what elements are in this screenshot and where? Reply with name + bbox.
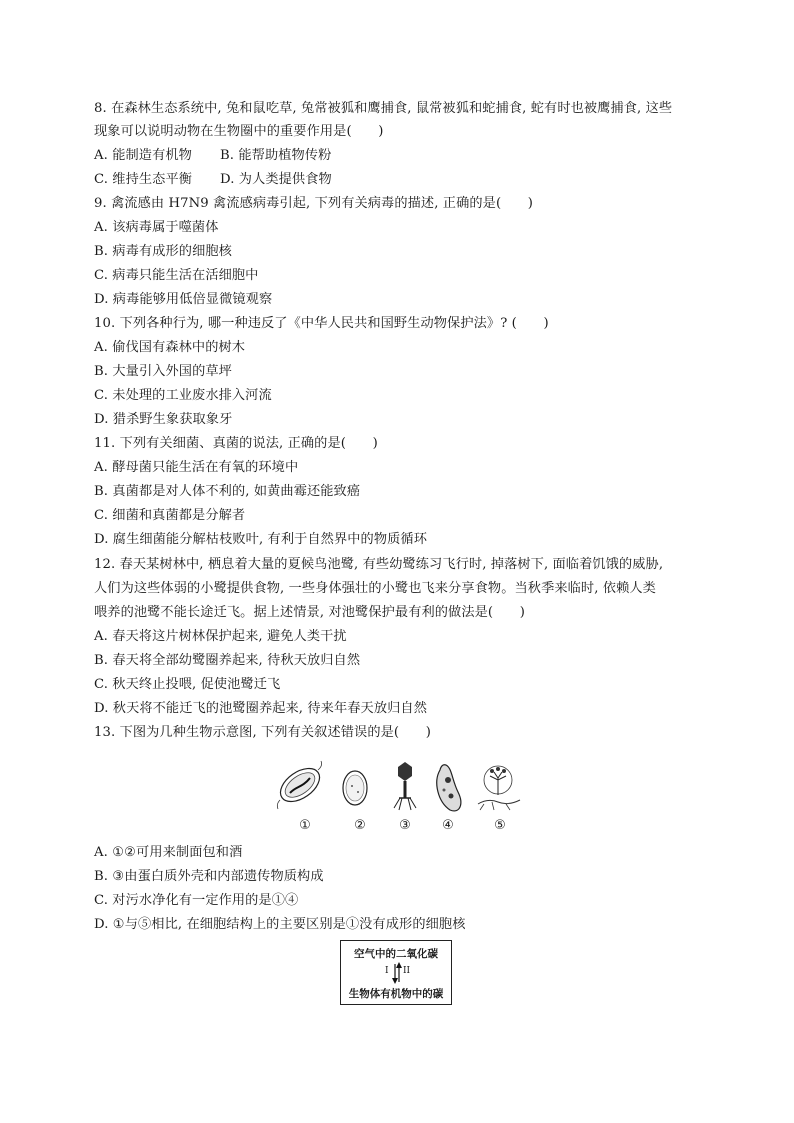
q8-option-d[interactable]: D. 为人类提供食物 bbox=[220, 172, 332, 187]
atmospheric-co2-label: 空气中的二氧化碳 bbox=[354, 948, 438, 960]
bacterium-drawing bbox=[275, 761, 326, 809]
fungus-drawing bbox=[478, 766, 520, 810]
q13-option-b[interactable]: B. ③由蛋白质外壳和内部遗传物质构成 bbox=[94, 869, 324, 884]
q12-stem-line3: 喂养的池鹭不能长途迁飞。据上述情景, 对池鹭保护最有利的做法是( ) bbox=[94, 605, 525, 620]
q12-stem-line2: 人们为这些体弱的小鹭提供食物, 一些身体强壮的小鹭也飞来分享食物。当秋季来临时, 依赖人类 bbox=[94, 581, 656, 596]
arrow-label-1: I bbox=[385, 966, 389, 976]
carbon-cycle-diagram bbox=[340, 940, 452, 1005]
q8-options-row1 bbox=[94, 147, 332, 165]
q11-option-a[interactable]: A. 酵母菌只能生活在有氧的环境中 bbox=[94, 460, 299, 475]
carbon-arrows bbox=[341, 961, 451, 985]
organisms-illustration bbox=[268, 760, 523, 818]
q8-options-row2 bbox=[94, 171, 332, 189]
q9-option-a[interactable]: A. 该病毒属于噬菌体 bbox=[94, 220, 219, 235]
q12-option-c[interactable]: C. 秋天终止投喂, 促使池鹭迁飞 bbox=[94, 677, 281, 692]
q9-option-b[interactable]: B. 病毒有成形的细胞核 bbox=[94, 244, 232, 259]
q8-option-a[interactable]: A. 能制造有机物 bbox=[94, 148, 192, 163]
q11-option-c[interactable]: C. 细菌和真菌都是分解者 bbox=[94, 508, 246, 523]
figure-label-4: ④ bbox=[442, 818, 454, 833]
q8-option-c[interactable]: C. 维持生态平衡 bbox=[94, 172, 193, 187]
q8-option-b[interactable]: B. 能帮助植物传粉 bbox=[220, 148, 332, 163]
figure-label-1: ① bbox=[299, 818, 311, 833]
protozoa-drawing bbox=[437, 765, 461, 811]
q13-stem: 13. 下图为几种生物示意图, 下列有关叙述错误的是( ) bbox=[94, 725, 431, 740]
q9-option-c[interactable]: C. 病毒只能生活在活细胞中 bbox=[94, 268, 259, 283]
organisms-figure bbox=[268, 760, 523, 835]
q8-stem-line2: 现象可以说明动物在生物圈中的重要作用是( ) bbox=[94, 124, 384, 139]
q9-option-d[interactable]: D. 病毒能够用低倍显微镜观察 bbox=[94, 292, 273, 307]
q12-stem-line1: 12. 春天某树林中, 栖息着大量的夏候鸟池鹭, 有些幼鹭练习飞行时, 掉落树下, 面临着饥饿的威胁, bbox=[94, 557, 664, 572]
q9-stem: 9. 禽流感由 H7N9 禽流感病毒引起, 下列有关病毒的描述, 正确的是( ) bbox=[94, 196, 534, 211]
q8-stem-line1: 8. 在森林生态系统中, 兔和鼠吃草, 兔常被狐和鹰捕食, 鼠常被狐和蛇捕食, 蛇有时也被鹰捕食, 这些 bbox=[94, 101, 673, 116]
q13-option-a[interactable]: A. ①②可用来制面包和酒 bbox=[94, 845, 243, 860]
virus-drawing bbox=[394, 762, 416, 810]
q12-option-d[interactable]: D. 秋天将不能迁飞的池鹭圈养起来, 待来年春天放归自然 bbox=[94, 701, 427, 716]
figure-label-3: ③ bbox=[399, 818, 411, 833]
yeast-drawing bbox=[343, 771, 367, 805]
q10-option-a[interactable]: A. 偷伐国有森林中的树木 bbox=[94, 340, 246, 355]
q12-option-b[interactable]: B. 春天将全部幼鹭圈养起来, 待秋天放归自然 bbox=[94, 653, 361, 668]
q13-option-c[interactable]: C. 对污水净化有一定作用的是①④ bbox=[94, 893, 299, 908]
figure-label-5: ⑤ bbox=[494, 818, 506, 833]
q13-option-d[interactable]: D. ①与⑤相比, 在细胞结构上的主要区别是①没有成形的细胞核 bbox=[94, 917, 466, 932]
double-arrow-icon bbox=[341, 961, 453, 985]
q11-option-b[interactable]: B. 真菌都是对人体不利的, 如黄曲霉还能致癌 bbox=[94, 484, 361, 499]
q10-option-d[interactable]: D. 猎杀野生象获取象牙 bbox=[94, 412, 233, 427]
organic-carbon-label: 生物体有机物中的碳 bbox=[348, 988, 444, 1000]
q10-option-c[interactable]: C. 未处理的工业废水排入河流 bbox=[94, 388, 272, 403]
arrow-label-2: II bbox=[403, 966, 411, 976]
q10-option-b[interactable]: B. 大量引入外国的草坪 bbox=[94, 364, 232, 379]
q11-option-d[interactable]: D. 腐生细菌能分解枯枝败叶, 有利于自然界中的物质循环 bbox=[94, 532, 427, 547]
figure-label-2: ② bbox=[354, 818, 366, 833]
q11-stem: 11. 下列有关细菌、真菌的说法, 正确的是( ) bbox=[94, 436, 378, 451]
q12-option-a[interactable]: A. 春天将这片树林保护起来, 避免人类干扰 bbox=[94, 629, 347, 644]
q10-stem: 10. 下列各种行为, 哪一种违反了《中华人民共和国野生动物保护法》? ( ) bbox=[94, 316, 549, 331]
